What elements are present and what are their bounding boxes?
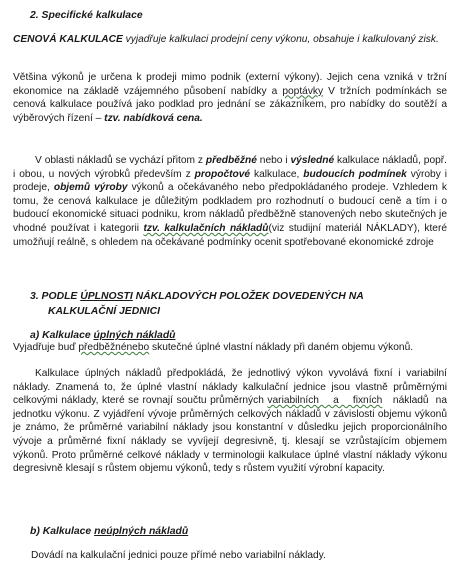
section-2-heading (30, 9, 430, 23)
heading-text: KALKULAČNÍ JEDNICI (48, 306, 160, 317)
paragraph-kalkulace-uplnych (13, 367, 450, 476)
paragraph-text: vyjadřuje kalkulaci prodejní ceny výkonu, obsahuje i kalkulovaný zisk. (122, 34, 439, 45)
paragraph-dovadi (31, 549, 447, 563)
spellcheck-word: poptávky (282, 85, 324, 97)
term-kalkulacnich-nakladu: tzv. kalkulačních nákladů (143, 222, 269, 234)
paragraph-text: Dovádí na kalkulační jednici pouze přímé nebo variabilní náklady. (31, 550, 326, 561)
term-propoctove: propočtové (194, 168, 251, 180)
section-3-heading (30, 289, 447, 319)
paragraph-cenova-kalkulace (13, 33, 447, 47)
term-vysledne: výsledné (290, 155, 335, 166)
subheading-b (30, 525, 430, 539)
paragraph-text: V oblasti nákladů se vychází přitom z (35, 155, 206, 166)
heading-text: NÁKLADOVÝCH POLOŽEK DOVEDENÝCH NA (132, 291, 364, 302)
heading-underlined-word: ÚPLNOSTI (80, 291, 133, 302)
subheading-label: b) Kalkulace (30, 526, 95, 537)
spellcheck-phrase: variabilních a fixních (267, 395, 383, 407)
subheading-underlined: neúplných nákladů (94, 526, 189, 537)
paragraph-text: kalkulace nákladů, popř. i obou, u nových výrobků především z (13, 155, 448, 180)
heading-text: 3. PODLE (30, 291, 81, 302)
term-cenova-kalkulace: CENOVÁ KALKULACE (13, 34, 123, 45)
paragraph-text: (viz studijní materiál NÁKLADY), které umožňují reálně, s ohledem na očekávané podmínky ocenit spotřebované ekonomické zdroje (13, 222, 448, 248)
term-nabidkova-cena: tzv. nabídková cena. (104, 112, 203, 124)
paragraph-text: výkonů a očekávaného nebo předpokládaného prodeje. Vzhledem k tomu, že cenová kalkulace je důležitým podkladem pro rozhodnutí o budoucí ceně a tím i o budoucí ekonomické situaci podniku, krom nákladů předběžně stanovených nebo skutečných je vhodné používat i kategorii (13, 182, 447, 234)
subheading-label: a) Kalkulace (30, 330, 94, 341)
paragraph-vyjadruje (13, 341, 447, 355)
paragraph-v-oblasti-nakladu (13, 154, 447, 249)
term-predbezne: předběžné (205, 155, 257, 166)
section-2-heading-text: 2. Specifické kalkulace (30, 10, 143, 21)
paragraph-text: V tržních podmínkách se cenová kalkulace používá jako podklad pro jednání se zákazníkem, pro nabídky do soutěží a výběrových řízení – (13, 85, 447, 124)
section-3-heading-line1 (30, 289, 447, 304)
term-budoucich-podminek: budoucích podmínek (303, 168, 407, 180)
paragraph-text: kalkulace, (250, 168, 304, 180)
paragraph-text: nebo i (256, 155, 291, 166)
section-3-heading-line2 (30, 304, 447, 319)
paragraph-text: Kalkulace úplných nákladů předpokládá, že jednotlivý výkon vyvolává fixní i variabilní náklady. Znamená to, že úplné vlastní náklady kalkulační jednice jsou vlastně průměrnými celkovými náklady, které se rovnají součtu průměrných (13, 368, 447, 407)
paragraph-text: Vyjadřuje buď (13, 342, 79, 353)
spellcheck-word: předběžnénebo (78, 342, 150, 353)
paragraph-text: skutečné úplné vlastní náklady při daném objemu výkonů. (149, 342, 414, 353)
paragraph-externi-vykony (13, 71, 447, 125)
subheading-underlined: úplných nákladů (93, 330, 176, 341)
term-objemu-vyroby: objemů výroby (53, 182, 128, 194)
paragraph-text: nákladů na jednotku výkonu. Z vyjádření vývoje průměrných celkových nákladů v závislosti objemu výkonů je známo, že průměrné variabilní náklady jsou konstantní v důsledku jejich proporcionálního vývoje a průměrné fixní náklady se vyvíjejí degresivně, tj. klesají se vzrůstajícím objemem výkonů. Proto průměrné celkové náklady v terminologii kalkulace úplné vlastní náklady výkonu degresivně klesají s růstem objemu výkonů, tedy s růstem využití výrobní kapacity. (13, 395, 450, 475)
paragraph-text: výroby i prodeje, (13, 168, 447, 194)
paragraph-text: Většina výkonů je určena k prodeji mimo podnik (externí výkony). Jejich cena vzniká v tržní ekonomice na základě vzájemného působení nabídky a (13, 72, 447, 97)
